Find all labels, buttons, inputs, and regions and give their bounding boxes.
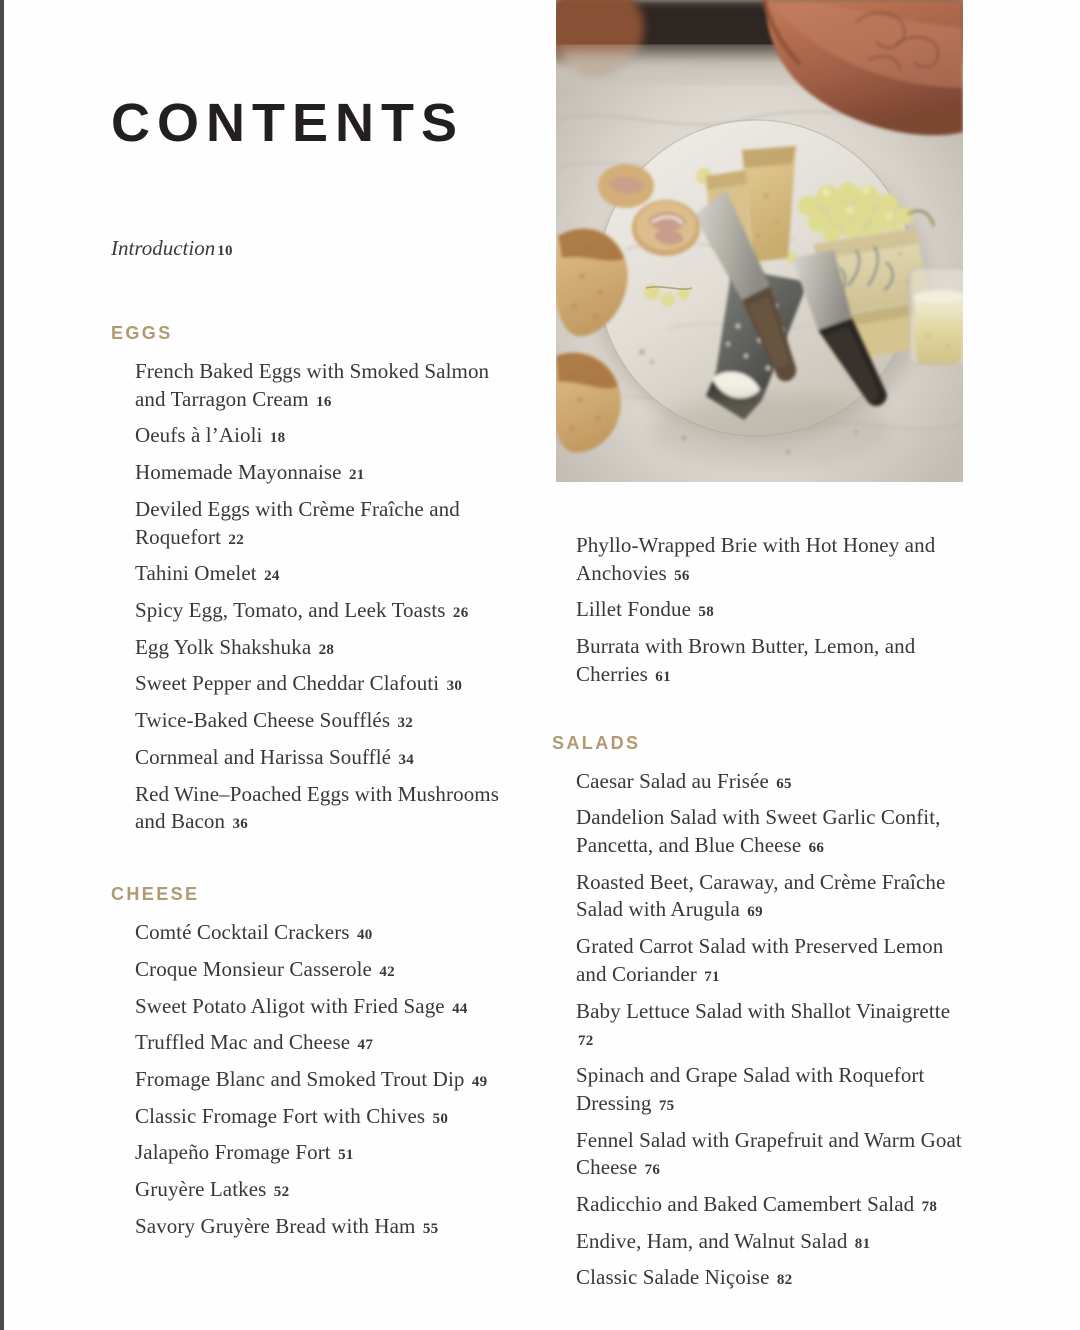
toc-entry[interactable]: [135, 634, 511, 662]
toc-entry-title: Red Wine–Poached Eggs with Mushrooms and Bacon: [135, 781, 500, 834]
toc-entry[interactable]: [135, 1139, 511, 1167]
introduction-page-number: 10: [217, 243, 233, 259]
toc-entry-title: Gruyère Latkes: [135, 1177, 272, 1202]
toc-entry-page-number: 24: [264, 568, 280, 585]
toc-entry-page-number: 58: [698, 604, 714, 621]
book-spine-edge: [0, 0, 4, 1330]
toc-entry[interactable]: [576, 596, 972, 624]
toc-entry-title: Dandelion Salad with Sweet Garlic Confit, Pancetta, and Blue Cheese: [576, 805, 941, 858]
toc-entry-title: Croque Monsieur Casserole: [135, 956, 378, 981]
toc-entry-page-number: 69: [747, 904, 763, 921]
toc-entry[interactable]: [576, 1062, 972, 1117]
toc-entry-page-number: 49: [471, 1073, 488, 1090]
toc-entry-title: Oeufs à l’Aioli: [135, 423, 268, 448]
toc-entry[interactable]: [576, 768, 972, 796]
toc-entry-title: Deviled Eggs with Crème Fraîche and Roquefort: [135, 496, 460, 549]
toc-entry-title: Classic Fromage Fort with Chives: [135, 1103, 431, 1128]
toc-list-eggs: [135, 358, 511, 836]
toc-entry-title: Endive, Ham, and Walnut Salad: [576, 1228, 853, 1253]
toc-entry-title: Sweet Potato Aligot with Fried Sage: [135, 993, 451, 1018]
toc-entry-title: Grated Carrot Salad with Preserved Lemon and Coriander: [576, 934, 944, 986]
toc-entry-page-number: 40: [356, 927, 373, 944]
toc-entry-page-number: 76: [644, 1162, 661, 1179]
toc-entry-title: Classic Salade Niçoise: [576, 1265, 775, 1290]
toc-entry-title: Burrata with Brown Butter, Lemon, and Cherries: [576, 634, 916, 686]
toc-entry-title: Phyllo-Wrapped Brie with Hot Honey and Anchovies: [576, 533, 936, 585]
toc-entry-page-number: 16: [316, 393, 332, 410]
toc-entry-title: Spinach and Grape Salad with Roquefort Dressing: [576, 1063, 925, 1115]
toc-entry[interactable]: [135, 1103, 511, 1131]
section-heading-cheese: CHEESE: [111, 884, 200, 905]
introduction-entry[interactable]: [111, 236, 511, 261]
toc-entry[interactable]: [576, 633, 972, 688]
toc-entry-page-number: 56: [674, 567, 690, 584]
section-heading-eggs: EGGS: [111, 323, 173, 343]
toc-entry-title: Truffled Mac and Cheese: [135, 1030, 356, 1055]
toc-entry-title: Jalapeño Fromage Fort: [135, 1140, 337, 1165]
toc-entry-title: Caesar Salad au Frisée: [576, 768, 775, 793]
toc-entry-page-number: 65: [776, 775, 792, 792]
toc-entry[interactable]: [576, 1228, 972, 1256]
toc-entry-page-number: 30: [446, 678, 463, 695]
toc-entry[interactable]: [576, 933, 972, 988]
toc-entry[interactable]: [576, 998, 972, 1053]
page-title: CONTENTS: [111, 93, 464, 153]
toc-entry-page-number: 44: [452, 1000, 468, 1017]
toc-entry[interactable]: [135, 597, 511, 625]
toc-entry[interactable]: [135, 1029, 511, 1057]
toc-entry[interactable]: [135, 993, 511, 1021]
toc-entry-page-number: 50: [432, 1110, 449, 1127]
toc-list-cheese: [135, 919, 511, 1240]
toc-entry-title: Cornmeal and Harissa Soufflé: [135, 744, 397, 769]
toc-entry-page-number: 42: [379, 963, 395, 980]
toc-entry-page-number: 32: [397, 715, 414, 732]
toc-entry-title: Radicchio and Baked Camembert Salad: [576, 1191, 920, 1216]
toc-entry-title: Baby Lettuce Salad with Shallot Vinaigrette: [576, 998, 951, 1023]
toc-entry[interactable]: [135, 707, 511, 735]
toc-entry-page-number: 26: [452, 605, 469, 622]
toc-entry-page-number: 78: [921, 1198, 938, 1215]
toc-entry[interactable]: [135, 358, 511, 413]
toc-entry-page-number: 21: [348, 467, 365, 484]
toc-entry[interactable]: [135, 422, 511, 450]
toc-entry-title: Spicy Egg, Tomato, and Leek Toasts: [135, 598, 451, 623]
toc-entry-title: Lillet Fondue: [576, 597, 697, 622]
toc-entry-page-number: 36: [232, 816, 249, 833]
toc-entry[interactable]: [135, 781, 511, 836]
toc-entry-page-number: 61: [655, 668, 671, 685]
toc-entry-title: Sweet Pepper and Cheddar Clafouti: [135, 671, 445, 696]
toc-entry-title: Homemade Mayonnaise: [135, 460, 347, 485]
toc-entry[interactable]: [576, 1264, 972, 1292]
toc-entry-title: Comté Cocktail Crackers: [135, 920, 355, 945]
toc-entry-page-number: 22: [228, 531, 245, 548]
toc-entry-title: Egg Yolk Shakshuka: [135, 634, 317, 659]
toc-entry[interactable]: [576, 1191, 972, 1219]
toc-entry-title: Twice-Baked Cheese Soufflés: [135, 708, 396, 733]
toc-entry-page-number: 18: [269, 430, 286, 447]
toc-entry-page-number: 51: [338, 1147, 354, 1164]
toc-entry[interactable]: [135, 459, 511, 487]
toc-entry[interactable]: [135, 1176, 511, 1204]
toc-entry[interactable]: [576, 1127, 972, 1182]
toc-entry-page-number: 66: [808, 840, 825, 857]
introduction-label: Introduction: [111, 236, 216, 260]
section-heading-salads: SALADS: [552, 732, 641, 753]
toc-entry-page-number: 28: [318, 641, 335, 658]
toc-entry-page-number: 34: [398, 751, 415, 768]
toc-entry-title: Fennel Salad with Grapefruit and Warm Goat Cheese: [576, 1127, 962, 1180]
toc-entry[interactable]: [135, 560, 511, 588]
toc-entry-page-number: 52: [273, 1184, 290, 1201]
toc-entry[interactable]: [576, 804, 972, 859]
photo-illustration: [556, 0, 963, 482]
left-column: [111, 93, 511, 1250]
toc-entry[interactable]: [135, 1213, 511, 1241]
toc-entry-page-number: 81: [854, 1235, 871, 1252]
toc-entry-page-number: 71: [704, 968, 720, 985]
toc-entry[interactable]: [135, 919, 511, 947]
toc-entry-title: French Baked Eggs with Smoked Salmon and Tarragon Cream: [135, 359, 490, 411]
toc-entry[interactable]: [135, 496, 511, 551]
right-column: [552, 532, 972, 1301]
toc-entry[interactable]: [135, 1066, 511, 1094]
toc-entry-page-number: 72: [578, 1033, 594, 1050]
toc-entry[interactable]: [576, 532, 972, 587]
toc-entry[interactable]: [135, 744, 511, 772]
toc-entry[interactable]: [576, 869, 972, 924]
toc-entry[interactable]: [135, 670, 511, 698]
toc-entry-page-number: 47: [357, 1037, 374, 1054]
toc-entry-title: Roasted Beet, Caraway, and Crème Fraîche Salad with Arugula: [576, 869, 946, 922]
toc-entry[interactable]: [135, 956, 511, 984]
toc-entry-page-number: 55: [422, 1220, 439, 1237]
toc-entry-title: Savory Gruyère Bread with Ham: [135, 1213, 421, 1238]
toc-entry-title: Fromage Blanc and Smoked Trout Dip: [135, 1066, 470, 1091]
toc-list-cheese-continued: [576, 532, 972, 689]
cheese-board-photograph: [556, 0, 963, 482]
toc-list-salads: [576, 768, 972, 1293]
toc-entry-title: Tahini Omelet: [135, 561, 263, 586]
toc-entry-page-number: 75: [658, 1097, 675, 1114]
toc-entry-page-number: 82: [776, 1272, 793, 1289]
